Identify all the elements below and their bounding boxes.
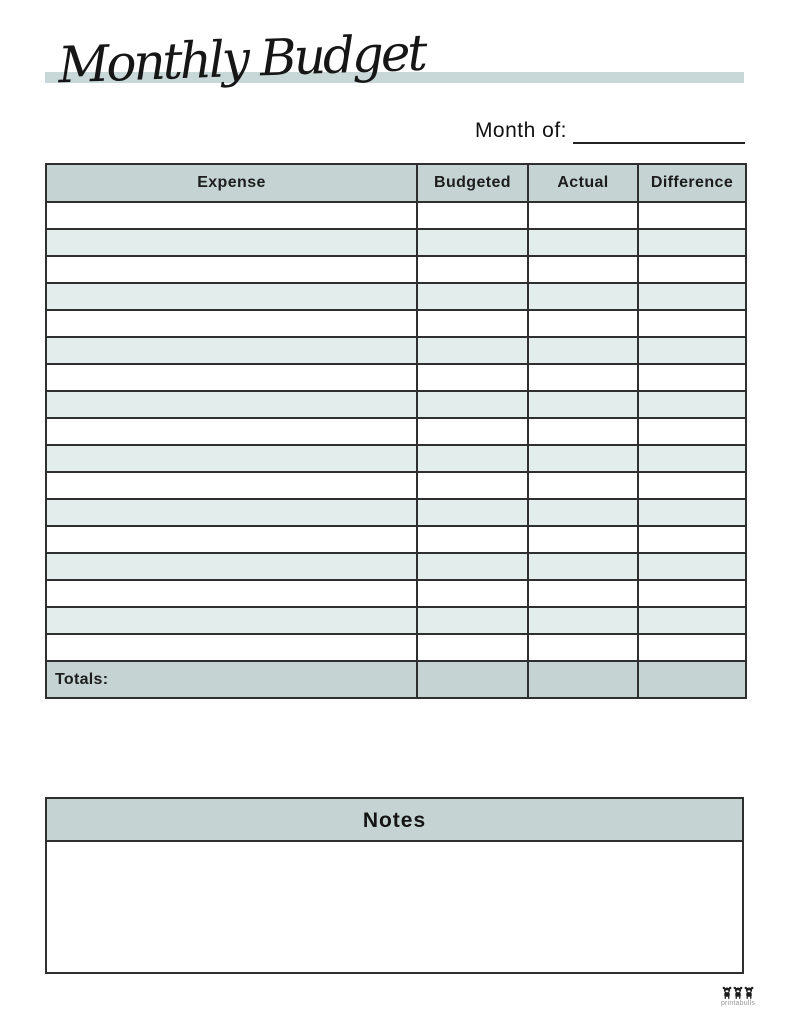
month-of-label: Month of: — [474, 119, 567, 142]
difference-cell[interactable] — [638, 580, 746, 607]
expense-cell[interactable] — [46, 418, 417, 445]
expense-cell[interactable] — [46, 310, 417, 337]
difference-cell[interactable] — [638, 310, 746, 337]
difference-cell[interactable] — [638, 256, 746, 283]
expense-cell[interactable] — [46, 445, 417, 472]
difference-cell[interactable] — [638, 337, 746, 364]
month-input-line[interactable] — [573, 118, 745, 144]
budgeted-cell[interactable] — [417, 229, 528, 256]
expense-cell[interactable] — [46, 472, 417, 499]
notes-section — [45, 797, 744, 974]
actual-cell[interactable] — [528, 607, 638, 634]
actual-cell[interactable] — [528, 472, 638, 499]
actual-cell[interactable] — [528, 283, 638, 310]
table-row — [46, 526, 746, 553]
budgeted-cell[interactable] — [417, 202, 528, 229]
table-row — [46, 418, 746, 445]
budgeted-cell[interactable] — [417, 256, 528, 283]
actual-cell[interactable] — [528, 526, 638, 553]
totals-actual-cell[interactable] — [528, 661, 638, 698]
table-row — [46, 634, 746, 661]
difference-cell[interactable] — [638, 553, 746, 580]
difference-cell[interactable] — [638, 418, 746, 445]
budgeted-cell[interactable] — [417, 580, 528, 607]
difference-cell[interactable] — [638, 229, 746, 256]
budgeted-cell[interactable] — [417, 337, 528, 364]
actual-cell[interactable] — [528, 553, 638, 580]
actual-cell[interactable] — [528, 229, 638, 256]
brand-logo — [710, 986, 766, 1007]
budgeted-cell[interactable] — [417, 553, 528, 580]
expense-cell[interactable] — [46, 229, 417, 256]
table-row — [46, 229, 746, 256]
actual-cell[interactable] — [528, 580, 638, 607]
budgeted-cell[interactable] — [417, 391, 528, 418]
budgeted-cell[interactable] — [417, 607, 528, 634]
budgeted-cell[interactable] — [417, 310, 528, 337]
expense-cell[interactable] — [46, 364, 417, 391]
budget-table — [45, 163, 747, 699]
actual-cell[interactable] — [528, 202, 638, 229]
totals-label: Totals: — [46, 661, 417, 698]
difference-cell[interactable] — [638, 283, 746, 310]
month-of-row — [475, 118, 745, 144]
table-row — [46, 310, 746, 337]
difference-cell[interactable] — [638, 634, 746, 661]
budgeted-cell[interactable] — [417, 445, 528, 472]
budgeted-cell[interactable] — [417, 364, 528, 391]
table-row — [46, 202, 746, 229]
expense-cell[interactable] — [46, 256, 417, 283]
table-header-row — [46, 164, 746, 202]
actual-cell[interactable] — [528, 364, 638, 391]
table-row — [46, 391, 746, 418]
actual-cell[interactable] — [528, 391, 638, 418]
col-header-budgeted: Budgeted — [417, 164, 528, 202]
difference-cell[interactable] — [638, 445, 746, 472]
col-header-expense: Expense — [46, 164, 417, 202]
table-row — [46, 337, 746, 364]
actual-cell[interactable] — [528, 499, 638, 526]
budgeted-cell[interactable] — [417, 526, 528, 553]
actual-cell[interactable] — [528, 256, 638, 283]
expense-cell[interactable] — [46, 553, 417, 580]
bulls-icon — [722, 986, 754, 999]
expense-cell[interactable] — [46, 634, 417, 661]
expense-cell[interactable] — [46, 607, 417, 634]
table-row — [46, 472, 746, 499]
col-header-actual: Actual — [528, 164, 638, 202]
difference-cell[interactable] — [638, 364, 746, 391]
budgeted-cell[interactable] — [417, 472, 528, 499]
table-row — [46, 607, 746, 634]
table-row — [46, 364, 746, 391]
difference-cell[interactable] — [638, 526, 746, 553]
actual-cell[interactable] — [528, 634, 638, 661]
expense-cell[interactable] — [46, 283, 417, 310]
notes-content-area[interactable] — [47, 842, 742, 972]
expense-cell[interactable] — [46, 202, 417, 229]
col-header-difference: Difference — [638, 164, 746, 202]
budgeted-cell[interactable] — [417, 499, 528, 526]
difference-cell[interactable] — [638, 607, 746, 634]
totals-row — [46, 661, 746, 698]
expense-cell[interactable] — [46, 499, 417, 526]
brand-name: printabulls — [720, 1000, 756, 1007]
expense-cell[interactable] — [46, 526, 417, 553]
table-row — [46, 580, 746, 607]
notes-title: Notes — [47, 799, 742, 842]
totals-budgeted-cell[interactable] — [417, 661, 528, 698]
actual-cell[interactable] — [528, 310, 638, 337]
difference-cell[interactable] — [638, 472, 746, 499]
table-row — [46, 499, 746, 526]
budgeted-cell[interactable] — [417, 283, 528, 310]
table-row — [46, 283, 746, 310]
table-row — [46, 445, 746, 472]
table-row — [46, 553, 746, 580]
difference-cell[interactable] — [638, 499, 746, 526]
totals-difference-cell[interactable] — [638, 661, 746, 698]
difference-cell[interactable] — [638, 202, 746, 229]
budgeted-cell[interactable] — [417, 418, 528, 445]
expense-cell[interactable] — [46, 580, 417, 607]
actual-cell[interactable] — [528, 337, 638, 364]
table-row — [46, 256, 746, 283]
expense-cell[interactable] — [46, 391, 417, 418]
page-title: Monthly Budget — [57, 23, 426, 95]
budgeted-cell[interactable] — [417, 634, 528, 661]
expense-cell[interactable] — [46, 337, 417, 364]
difference-cell[interactable] — [638, 391, 746, 418]
actual-cell[interactable] — [528, 418, 638, 445]
actual-cell[interactable] — [528, 445, 638, 472]
